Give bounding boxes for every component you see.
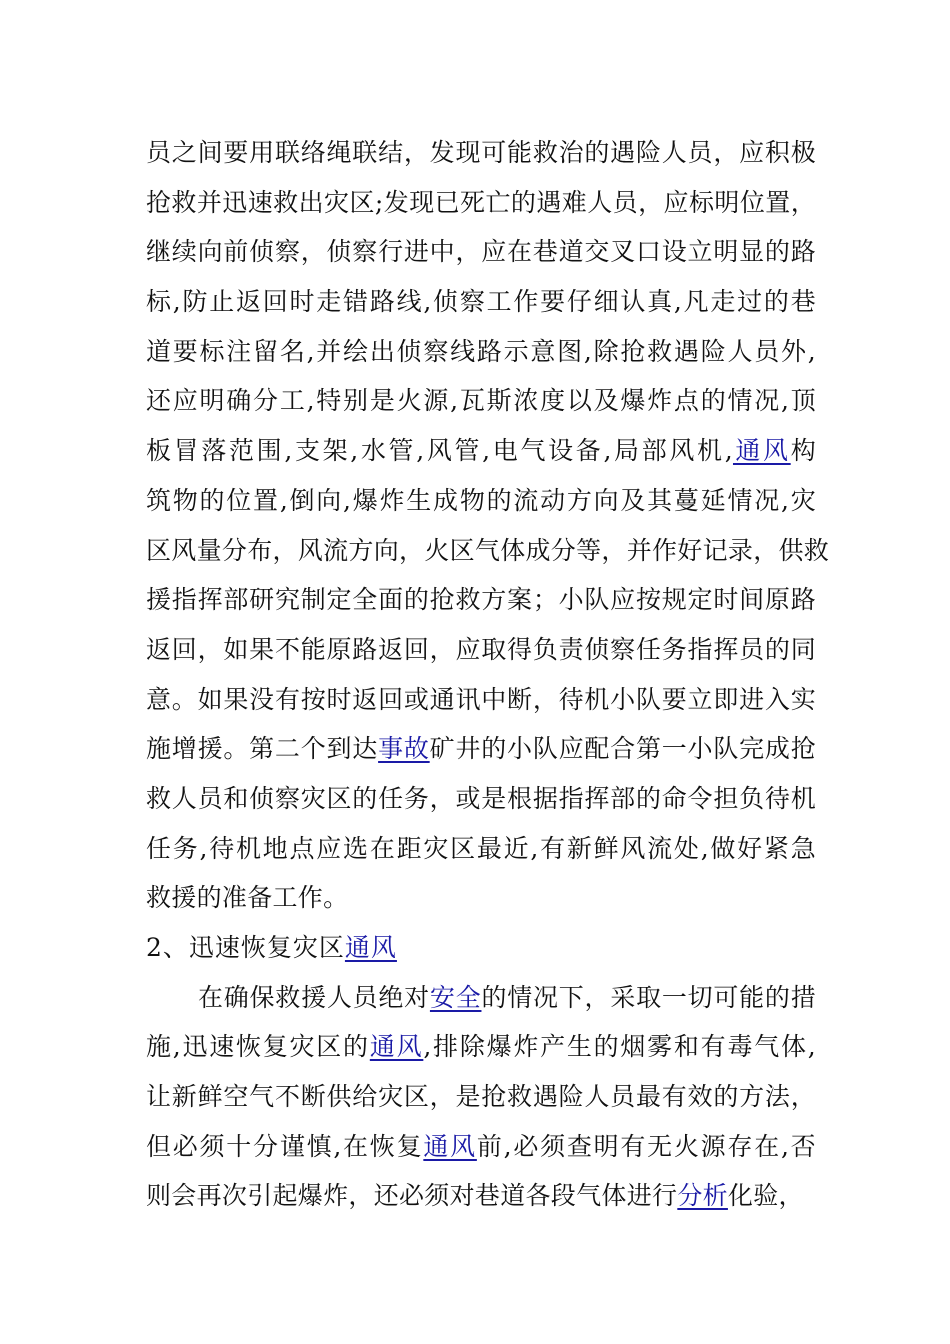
text-segment: 矿井的小队应配合第一小队完成抢 [429,734,816,764]
text-segment: 但必须十分谨慎,在恢复 [146,1131,424,1161]
text-segment: 救援的准备工作。 [146,883,349,913]
hyperlink[interactable]: 分析 [677,1181,728,1211]
text-line [146,526,830,576]
text-segment: 救人员和侦察灾区的任务，或是根据指挥部的命令担负待机 [146,783,816,813]
text-line [146,724,816,774]
text-line [146,774,816,824]
text-line [146,625,816,675]
text-segment: 前,必须查明有无火源存在,否 [476,1131,816,1161]
section-heading [146,923,816,973]
text-line [146,873,816,923]
text-line [146,1072,816,1122]
text-segment: 区风量分布，风流方向，火区气体成分等，并作好记录，供救 [146,535,830,565]
text-line [146,476,816,526]
text-segment: 员之间要用联络绳联结，发现可能救治的遇险人员，应积极 [146,138,816,167]
text-line [146,227,816,277]
text-line [146,178,816,228]
text-segment: 任务,待机地点应选在距灾区最近,有新鲜风流处,做好紧急 [146,833,816,863]
text-line [146,1022,816,1072]
hyperlink[interactable]: 通风 [423,1131,477,1161]
text-segment: 继续向前侦察，侦察行进中，应在巷道交叉口设立明显的路 [146,237,816,267]
text-segment: 在确保救援人员绝对 [198,982,430,1012]
text-segment: 道要标注留名,并绘出侦察线路示意图,除抢救遇险人员外, [146,336,816,366]
text-segment: 构 [790,436,816,466]
text-segment: 抢救并迅速救出灾区;发现已死亡的遇难人员，应标明位置， [146,187,816,217]
text-line [146,426,816,476]
text-segment: 化验， [727,1181,804,1211]
text-line [146,376,816,426]
text-segment: 援指挥部研究制定全面的抢救方案；小队应按规定时间原路 [146,585,816,615]
text-segment: 2、迅速恢复灾区 [146,933,345,962]
hyperlink[interactable]: 通风 [344,933,397,962]
text-line [146,327,816,377]
text-line [146,277,816,327]
text-line [146,1122,816,1172]
text-segment: 施增援。第二个到达 [146,734,379,764]
hyperlink[interactable]: 通风 [732,436,791,466]
text-segment: 筑物的位置,倒向,爆炸生成物的流动方向及其蔓延情况,灾 [146,485,816,515]
text-segment: 的情况下，采取一切可能的措 [481,982,816,1012]
text-line [146,1171,816,1221]
text-line [146,675,816,725]
hyperlink[interactable]: 事故 [378,734,430,764]
hyperlink[interactable]: 安全 [429,982,482,1012]
text-line [146,575,816,625]
text-segment: 施,迅速恢复灾区的 [146,1032,370,1062]
text-segment: 板冒落范围,支架,水管,风管,电气设备,局部风机, [146,436,733,466]
text-segment: ,排除爆炸产生的烟雾和有毒气体, [423,1032,816,1062]
body-text [146,128,830,1221]
text-segment: 让新鲜空气不断供给灾区，是抢救遇险人员最有效的方法， [146,1082,816,1112]
text-segment: 意。如果没有按时返回或通讯中断，待机小队要立即进入实 [146,684,816,714]
text-line [146,973,816,1023]
text-segment: 还应明确分工,特别是火源,瓦斯浓度以及爆炸点的情况,顶 [146,386,816,416]
text-segment: 标,防止返回时走错路线,侦察工作要仔细认真,凡走过的巷 [146,287,816,317]
hyperlink[interactable]: 通风 [369,1032,424,1062]
text-segment: 则会再次引起爆炸，还必须对巷道各段气体进行 [146,1181,678,1211]
text-line [146,128,816,178]
text-segment: 返回，如果不能原路返回，应取得负责侦察任务指挥员的同 [146,634,816,664]
text-line [146,824,816,874]
